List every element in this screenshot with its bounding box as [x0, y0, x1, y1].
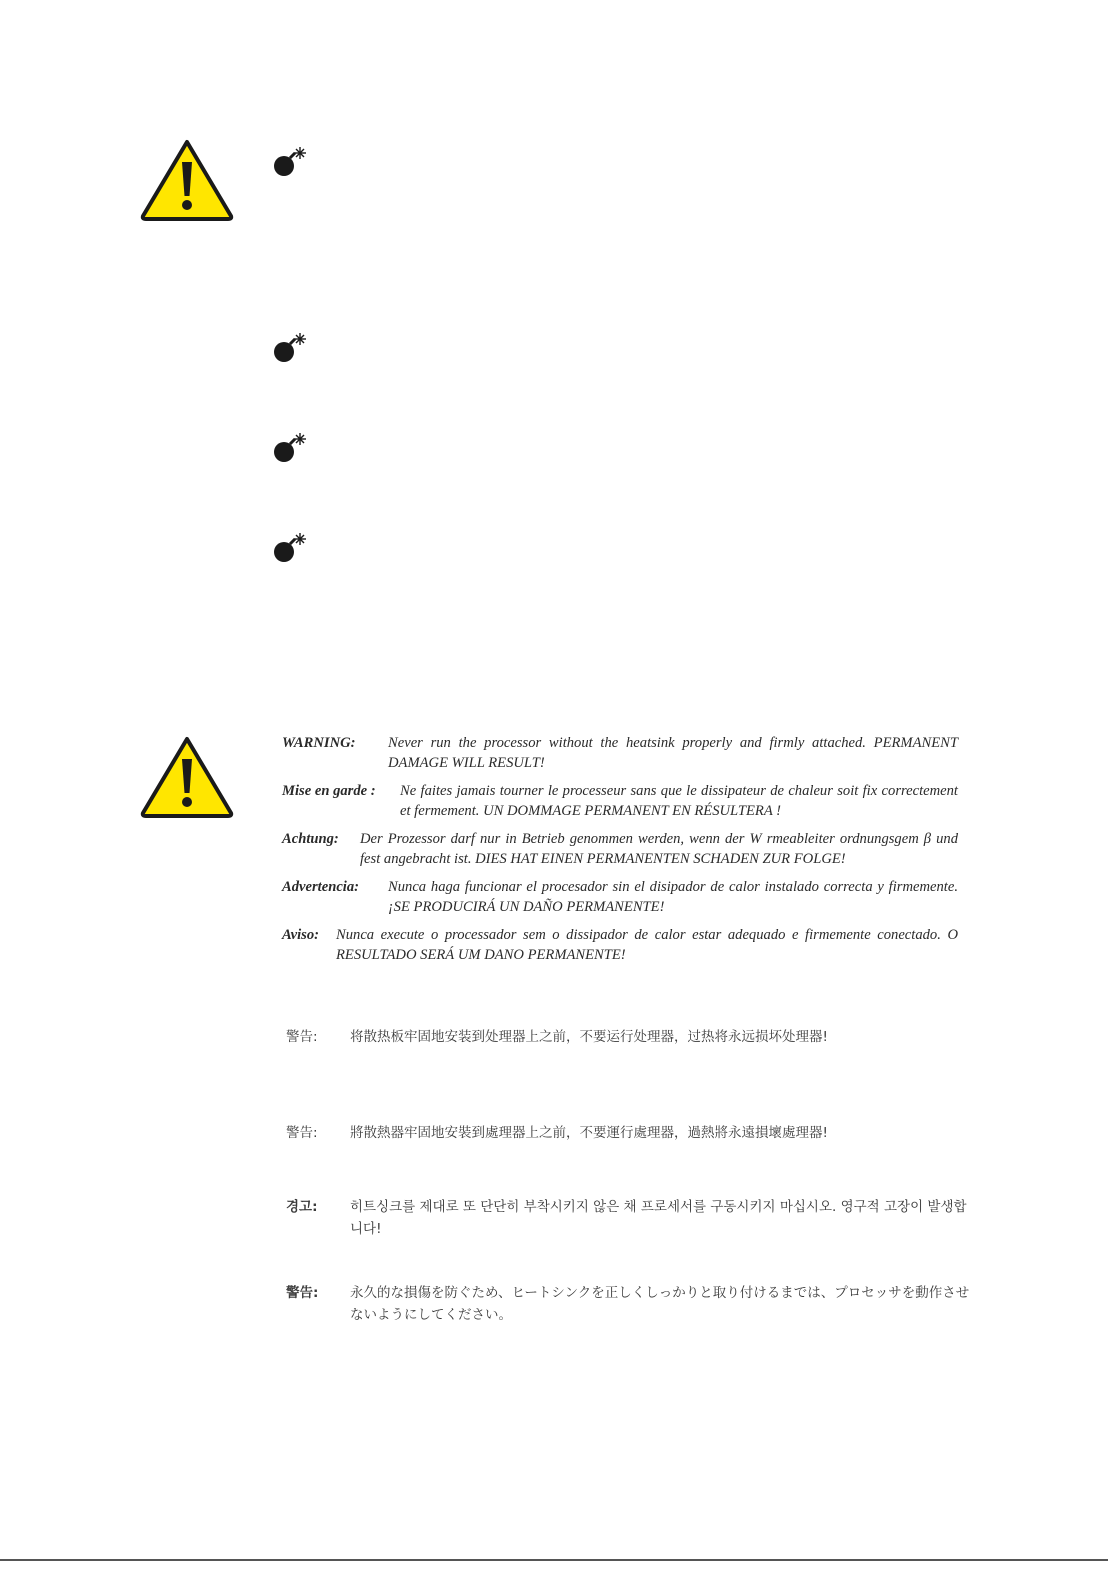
- bomb-icon: [270, 144, 314, 180]
- note-label: 警告:: [286, 1285, 319, 1301]
- note-text: 将散热板牢固地安装到处理器上之前，不要运行处理器，过热将永远损坏处理器!: [350, 1029, 828, 1045]
- note-label: Achtung:: [282, 831, 339, 847]
- page-bottom-rule: [0, 1559, 1108, 1561]
- warning-note-spanish: [282, 877, 958, 917]
- note-text: 히트싱크를 제대로 또 단단히 부착시키지 않은 채 프로세서를 구동시키지 마십시오. 영구적 고장이 발생합니다!: [350, 1199, 967, 1237]
- note-text: Ne faites jamais tourner le processeur sans que le dissipateur de chaleur soit fix correctement et fermement. UN DOMMAGE PERMANENT EN RÉSULTERA !: [400, 783, 958, 819]
- warning-note-simplified-chinese: [286, 1026, 976, 1048]
- warning-note-english: [282, 733, 958, 773]
- warning-note-portuguese: [282, 925, 958, 965]
- note-text: 永久的な損傷を防ぐため、ヒートシンクを正しくしっかりと取り付けるまでは、プロセッサを動作させないようにしてください。: [350, 1285, 970, 1323]
- warning-note-french: [282, 781, 958, 821]
- warning-note-japanese: [286, 1282, 976, 1326]
- warning-note-traditional-chinese: [286, 1122, 976, 1144]
- warning-triangle-icon: [139, 735, 235, 819]
- note-label: WARNING:: [282, 735, 356, 751]
- bomb-icon: [270, 430, 314, 466]
- warning-note-korean: [286, 1196, 976, 1240]
- bomb-icon: [270, 530, 314, 566]
- note-label: Advertencia:: [282, 879, 360, 895]
- note-text: Nunca execute o processador sem o dissipador de calor estar adequado e firmemente conectado. O RESULTADO SERÁ UM DANO PERMANENTE!: [336, 927, 958, 963]
- note-label: 경고:: [286, 1199, 318, 1215]
- warning-note-german: [282, 829, 958, 869]
- note-label: Aviso:: [282, 927, 320, 943]
- note-label: Mise en garde :: [282, 783, 376, 799]
- multilingual-warning-block: [282, 733, 958, 973]
- warning-triangle-icon: [139, 138, 235, 222]
- note-text: Nunca haga funcionar el procesador sin el disipador de calor instalado correcta y firmemente. ¡SE PRODUCIRÁ UN DAÑO PERMANENTE!: [388, 879, 958, 915]
- bomb-icon: [270, 330, 314, 366]
- note-label: 警告:: [286, 1029, 318, 1045]
- note-text: Der Prozessor darf nur in Betrieb genommen werden, wenn der W rmeableiter ordnungsgem β und fest angebracht ist. DIES HAT EINEN PERMANENTEN SCHADEN ZUR FOLGE!: [360, 831, 958, 867]
- note-text: Never run the processor without the heatsink properly and firmly attached. PERMANENT DAMAGE WILL RESULT!: [388, 735, 958, 771]
- note-text: 將散熱器牢固地安裝到處理器上之前，不要運行處理器，過熱將永遠損壞處理器!: [350, 1125, 828, 1141]
- note-label: 警告:: [286, 1125, 318, 1141]
